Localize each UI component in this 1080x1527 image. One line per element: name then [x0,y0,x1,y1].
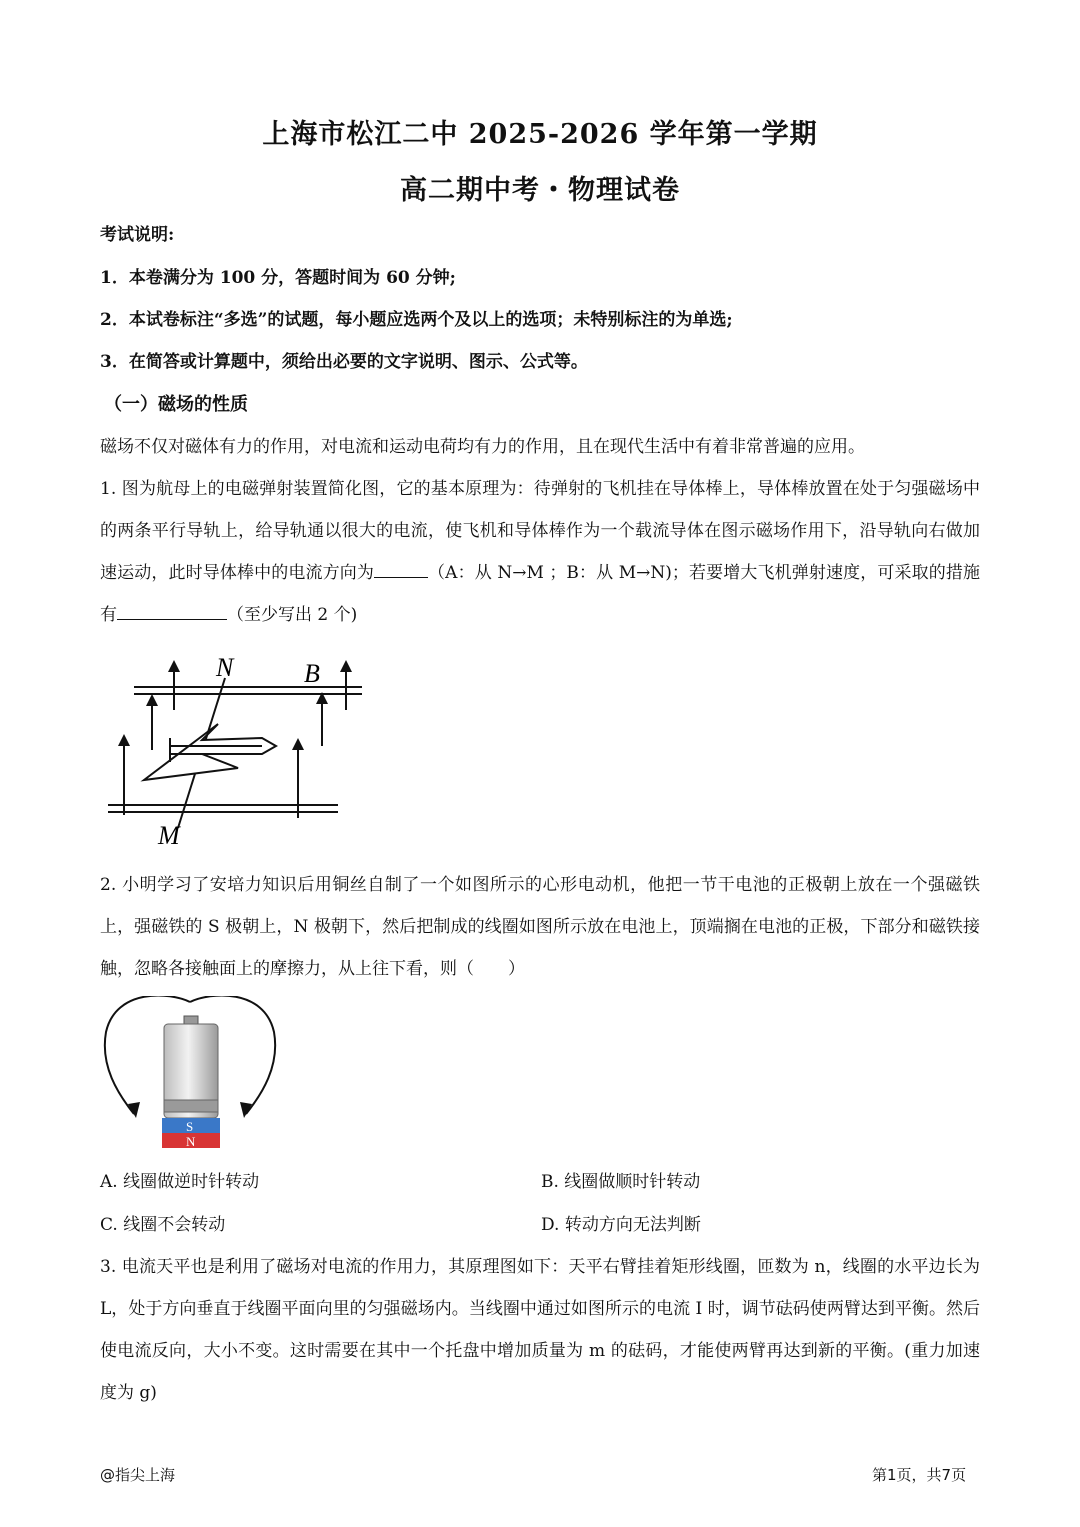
instruction-item-1: 1．本卷满分为 100 分，答题时间为 60 分钟; [100,268,456,288]
footer-source: @指尖上海 [100,1466,176,1484]
exam-title-line2: 高二期中考・物理试卷 [400,175,680,206]
catapult-diagram [100,650,370,850]
option-a[interactable]: A. 线圈做逆时针转动 [100,1172,260,1192]
option-d[interactable]: D. 转动方向无法判断 [541,1215,701,1235]
label-B: B [304,659,320,688]
question-2: 2. 小明学习了安培力知识后用铜丝自制了一个如图所示的心形电动机，他把一节干电池的正极朝上放在一个强磁铁上，强磁铁的 S 极朝上，N 极朝下，然后把制成的线圈如图所示放在电池上，顶端搁在电池的正极，下部分和磁铁接触，忽略各接触面上的摩擦力，从上往下看，则（ ） [100,875,980,979]
exam-title-line1: 上海市松江二中 2025-2026 学年第一学期 [262,119,818,150]
answer-blank-2[interactable] [117,603,227,620]
label-S: S [186,1119,194,1134]
heart-motor-diagram [100,996,280,1156]
footer-page-number: 第1页，共7页 [872,1466,967,1484]
battery-terminal [184,1016,198,1024]
question-1-text-b: （A：从 N→M ；B：从 M→N)；若要增大飞机弹射速度，可采取的措施有 [100,563,980,625]
instructions-heading: 考试说明: [100,225,175,245]
question-1-text-a: 1. 图为航母上的电磁弹射装置简化图，它的基本原理为：待弹射的飞机挂在导体棒上，导体棒放置在处于匀强磁场中的两条平行导轨上，给导轨通以很大的电流，使飞机和导体棒作为一个载流导体在图示磁场作用下，沿导轨向右做加速运动，此时导体棒中的电流方向为 [100,479,980,583]
option-b[interactable]: B. 线圈做顺时针转动 [541,1172,701,1192]
instruction-item-3: 3．在简答或计算题中，须给出必要的文字说明、图示、公式等。 [100,352,588,372]
label-M: M [158,821,180,850]
airplane-shape [144,724,276,780]
label-N-pole: N [186,1134,196,1149]
answer-blank-1[interactable] [374,561,428,578]
label-N: N [216,653,234,682]
question-1-text-c: （至少写出 2 个) [227,605,358,625]
question-3: 3. 电流天平也是利用了磁场对电流的作用力，其原理图如下：天平右臂挂着矩形线圈，匝数为 n，线圈的水平边长为 L，处于方向垂直于线圈平面向里的匀强磁场内。当线圈中通过如图所示的电流 I 时，调节砝码使两臂达到平衡。然后使电流反向，大小不变。这时需要在其中一个托盘中增加质量为 m 的砝码，才能使两臂再达到新的平衡。(重力加速度为 g) [100,1257,980,1403]
section-intro: 磁场不仅对磁体有力的作用，对电流和运动电荷均有力的作用，且在现代生活中有着非常普遍的应用。 [100,437,865,457]
section-heading: （一）磁场的性质 [104,394,248,415]
question-1 [100,468,980,636]
instruction-item-2: 2．本试卷标注“多选”的试题，每小题应选两个及以上的选项；未特别标注的为单选; [100,310,733,330]
option-c[interactable]: C. 线圈不会转动 [100,1215,226,1235]
